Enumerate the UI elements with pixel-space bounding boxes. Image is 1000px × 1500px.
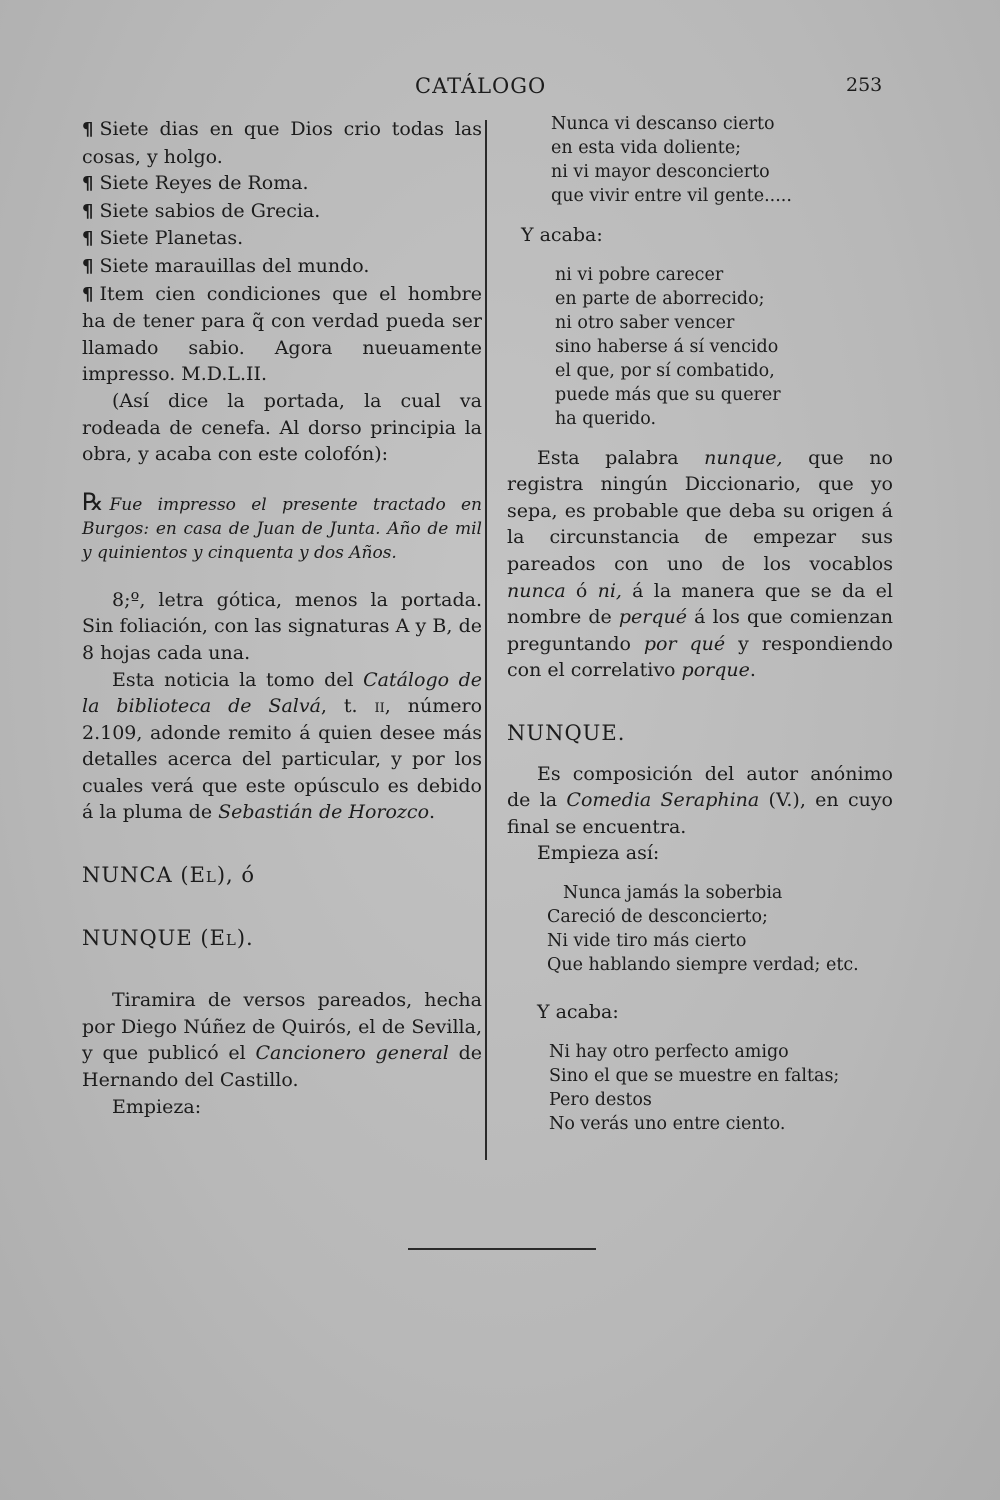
entry-heading-nunque: NUNQUE (El). (82, 925, 254, 950)
list-item: ¶ Siete Planetas. (82, 225, 482, 253)
description-format: 8;º, letra gótica, menos la portada. Sin foliación, con las signaturas A y B, de 8 hojas cada una. (82, 588, 482, 664)
list-item: ¶ Siete dias en que Dios crio todas las cosas, y holgo. (82, 118, 482, 168)
list-item: ¶ Siete marauillas del mundo. (82, 253, 482, 281)
left-column (82, 116, 482, 1120)
pilcrow-icon: ¶ (82, 228, 94, 250)
list-item: ¶ Siete Reyes de Roma. (82, 170, 482, 198)
verse-seraphina-opening: Nunca jamás la soberbia Careció de desconcierto; Ni vide tiro más cierto Que hablando siempre verdad; etc. (547, 882, 859, 975)
tiramira-paragraph: Tiramira de versos pareados, hecha por Diego Núñez de Quirós, el de Sevilla, y que publicó el Cancionero general de Hernando del Castillo. (82, 989, 483, 1092)
portada-note: (Así dice la portada, la cual va rodeada de cenefa. Al dorso principia la obra, y acaba con este colofón): (82, 389, 482, 466)
right-column (507, 112, 893, 1136)
entry-heading-nunca: NUNCA (El), ó (82, 863, 256, 888)
running-head: CATÁLOGO (415, 74, 547, 98)
entry-heading-nunque-2: NUNQUE. (507, 720, 626, 745)
nunque-etymology-paragraph: Esta palabra nunque, que no registra ningún Diccionario, que yo sepa, es probable que deba su origen á la circunstancia de empezar sus pareados con uno de los vocablos nunca ó ni, á la manera que se da el nombre de perqué á los que comienzan preguntando por qué y respondiendo con el correlativo porque. (507, 446, 893, 682)
colophon: ℞ Fue impresso el presente tractado en Burgos: en casa de Juan de Junta. Año de mil y quinientos y cinquenta y dos Años. (82, 487, 482, 563)
closing-rule (408, 1248, 596, 1250)
acaba-label: Y acaba: (521, 224, 603, 246)
page-number: 253 (846, 74, 883, 96)
pilcrow-icon: ¶ (82, 283, 94, 305)
composition-paragraph: Es composición del autor anónimo de la Comedia Seraphina (V.), en cuyo final se encuentra. (507, 762, 893, 838)
list-item: ¶ Item cien condiciones que el hombre ha de tener para q̃ con verdad pueda ser llamado sabio. Agora nueuamente impresso. M.D.L.II. (82, 282, 482, 386)
pilcrow-icon: ¶ (82, 255, 94, 277)
pilcrow-icon: ¶ (82, 200, 94, 222)
colophon-mark-icon: ℞ (82, 487, 104, 516)
list-item: ¶ Siete sabios de Grecia. (82, 198, 482, 226)
acaba-label-2: Y acaba: (537, 1000, 619, 1023)
pilcrow-icon: ¶ (82, 173, 94, 195)
pilcrow-icon: ¶ (82, 119, 94, 140)
empieza-asi-label: Empieza así: (537, 842, 660, 865)
description-source: Esta noticia la tomo del Catálogo de la biblioteca de Salvá, t. ii, número 2.109, adonde remito á quien desee más detalles acerca del particular, y por los cuales verá que este opúsculo es debido á la pluma de Sebastián de Horozco. (82, 668, 483, 824)
verse-ending: ni vi pobre carecer en parte de aborrecido; ni otro saber vencer sino haberse á sí vencido el que, por sí combatido, puede más que su querer ha querido. (555, 264, 781, 429)
verse-opening: Nunca vi descanso cierto en esta vida doliente; ni vi mayor desconcierto que vivir entre vil gente..... (551, 114, 792, 206)
column-divider (485, 120, 487, 1160)
verse-seraphina-ending: Ni hay otro perfecto amigo Sino el que se muestre en faltas; Pero destos No verás uno entre ciento. (549, 1041, 840, 1134)
empieza-label: Empieza: (112, 1095, 202, 1118)
